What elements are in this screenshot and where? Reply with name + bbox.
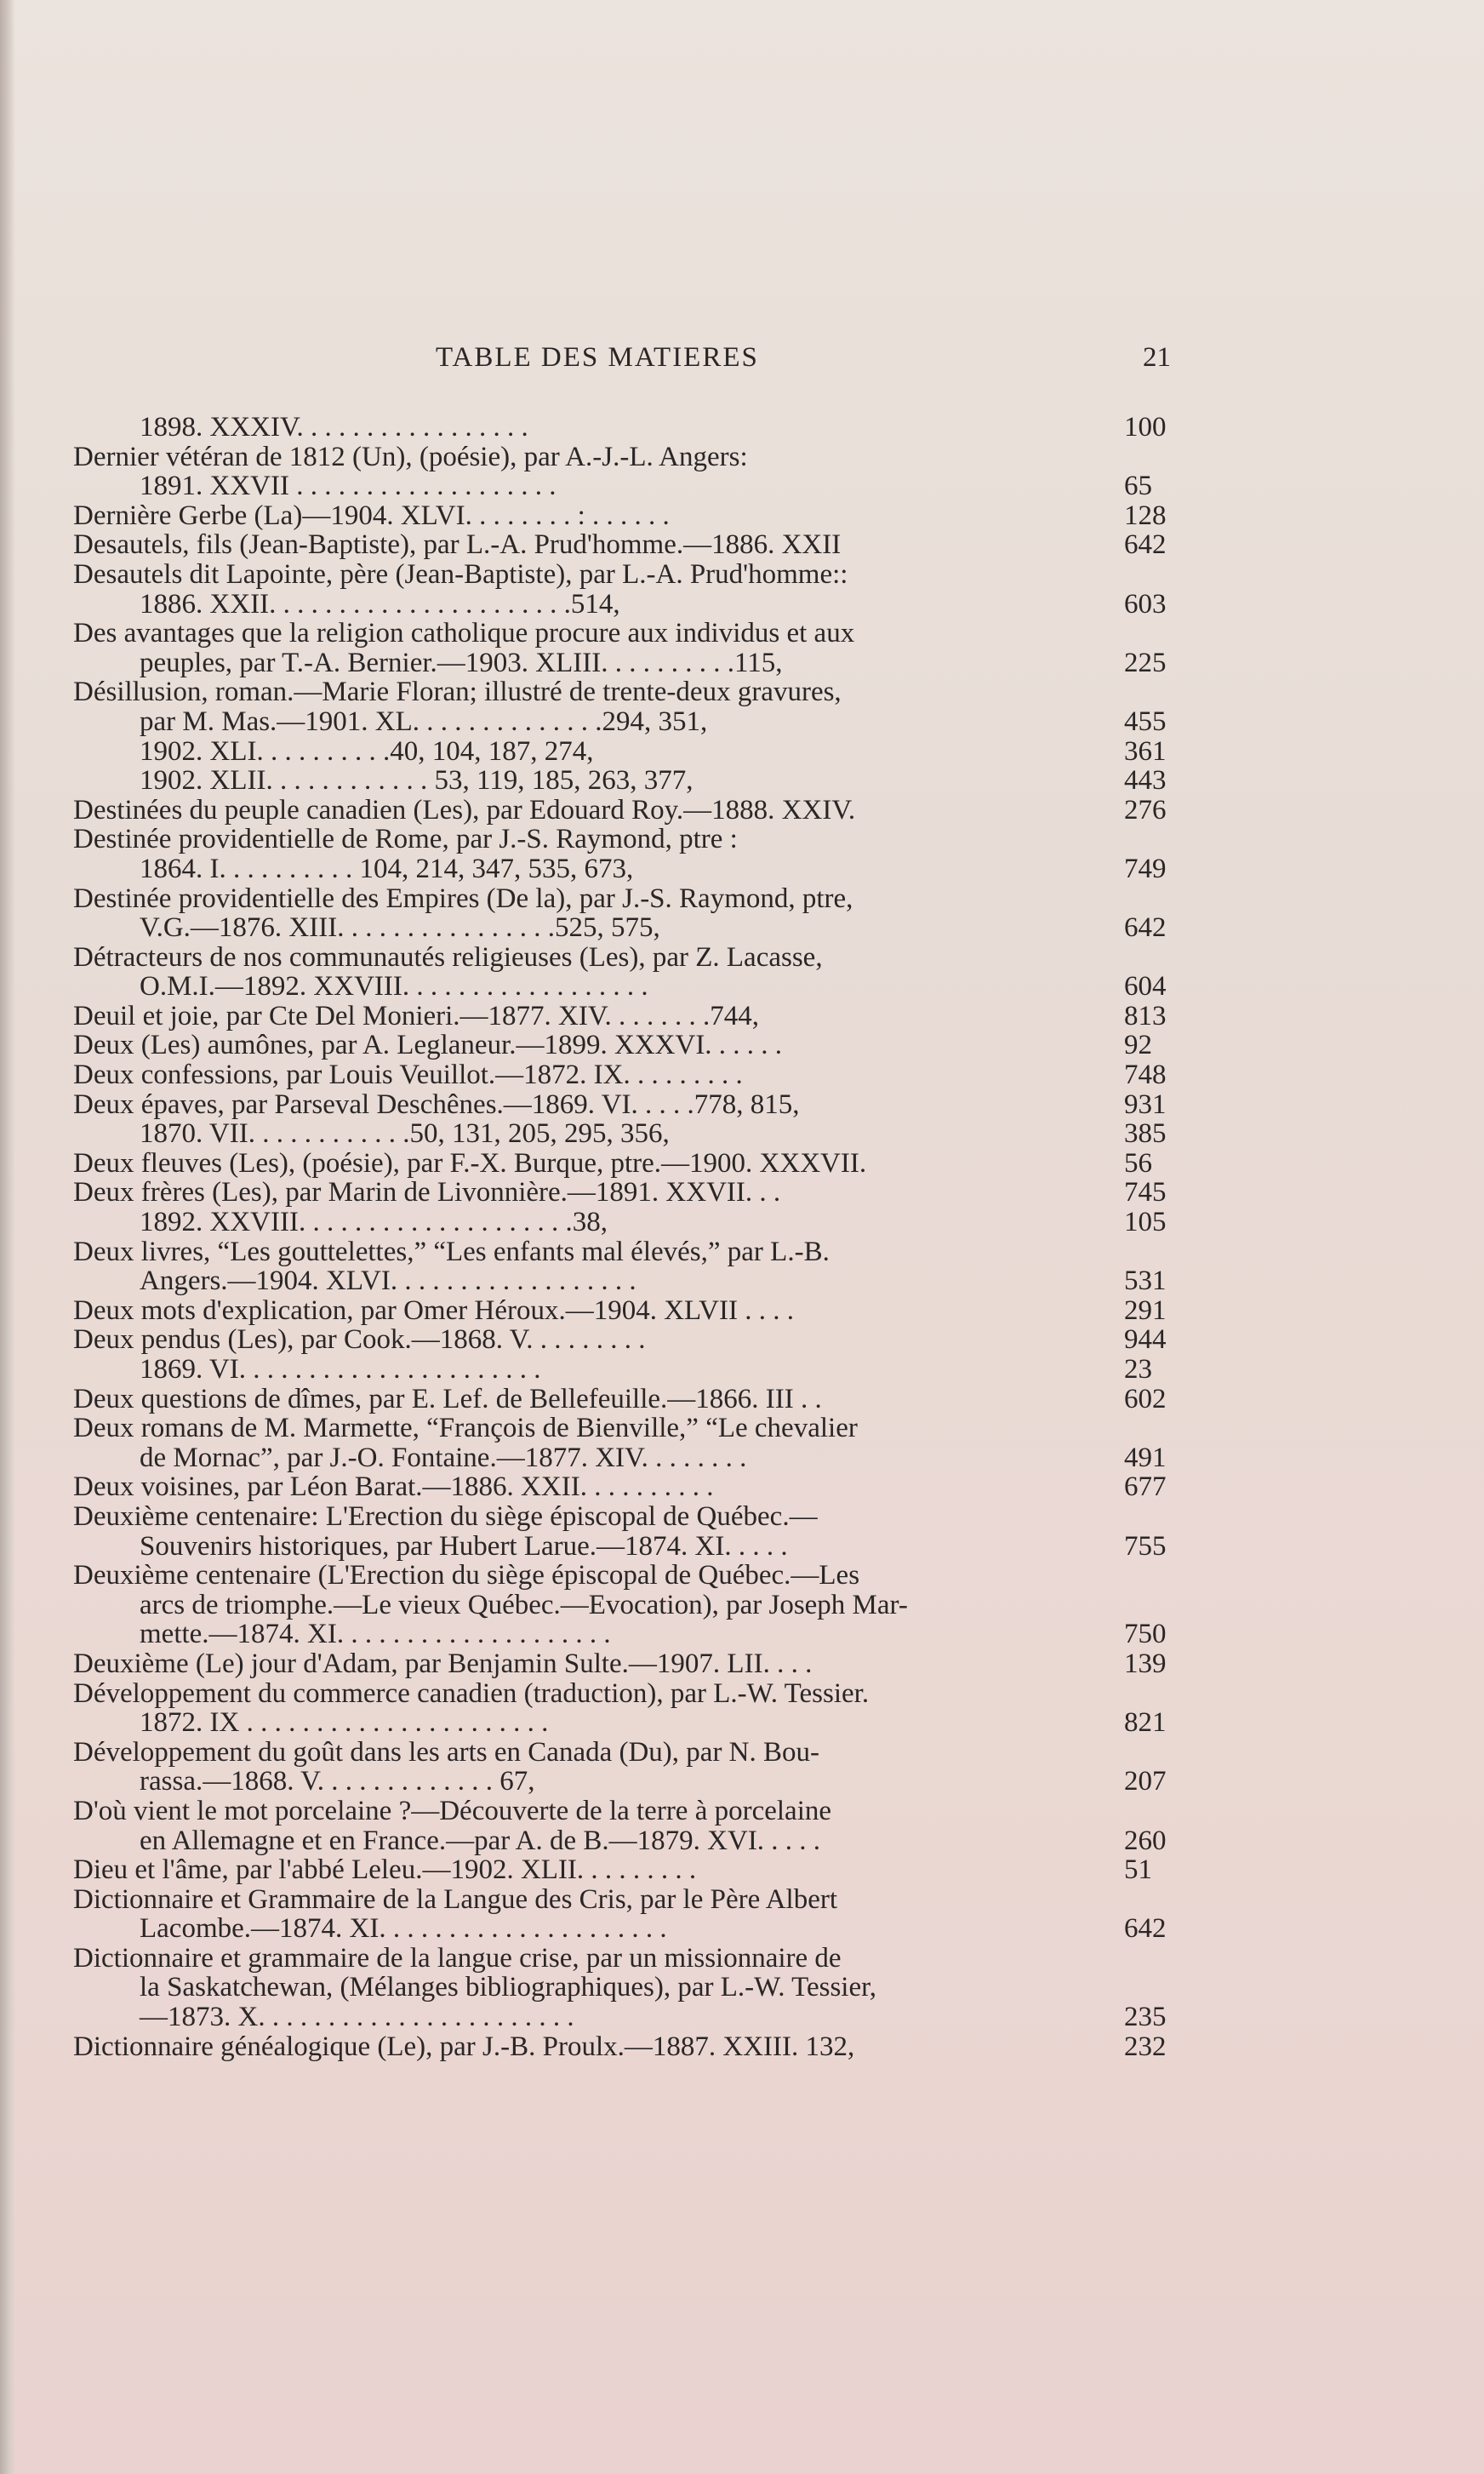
index-line [73, 1178, 1171, 1208]
index-page-ref: 455 [1124, 706, 1167, 737]
index-line [73, 1385, 1171, 1414]
index-entry-text: Desautels dit Lapointe, père (Jean-Baptiste), par L.-A. Prud'homme:: [73, 558, 848, 590]
index-entry-text: Destinée providentielle de Rome, par J.-S. Raymond, ptre : [73, 824, 738, 855]
index-entry-text: 1902. XLII. . . . . . . . . . . . 53, 119, 185, 263, 377, [140, 765, 693, 797]
running-title: TABLE DES MATIERES [436, 342, 759, 373]
index-page-ref: 745 [1124, 1177, 1167, 1208]
index-page-ref: 51 [1124, 1854, 1152, 1886]
index-line [73, 1355, 1171, 1385]
index-page-ref: 944 [1124, 1324, 1167, 1356]
index-line [73, 1414, 1171, 1443]
index-entry-text: Desautels, fils (Jean-Baptiste), par L.-A. Prud'homme.—1886. XXII [73, 529, 842, 561]
index-entry-text: V.G.—1876. XIII. . . . . . . . . . . . . . . .525, 575, [140, 912, 660, 944]
index-line [73, 443, 1171, 472]
index-entry-text: Dieu et l'âme, par l'abbé Leleu.—1902. XLII. . . . . . . . . [73, 1854, 697, 1886]
index-page-ref: 642 [1124, 912, 1167, 944]
index-entry-text: 1886. XXII. . . . . . . . . . . . . . . . . . . . . .514, [140, 588, 620, 620]
index-line [73, 796, 1171, 826]
index-line [73, 1944, 1171, 1974]
index-line [73, 413, 1171, 443]
index-line [73, 530, 1171, 560]
index-line [73, 619, 1171, 648]
index-entry-text: D'où vient le mot porcelaine ?—Découverte de la terre à porcelaine [73, 1795, 832, 1826]
index-entries [73, 413, 1171, 2061]
index-line [73, 501, 1171, 531]
index-page-ref: 604 [1124, 971, 1167, 1003]
index-line [73, 1973, 1171, 2003]
index-entry-text: 1891. XXVII . . . . . . . . . . . . . . . . . . . [140, 471, 556, 502]
index-line [73, 1472, 1171, 1502]
index-line [73, 1738, 1171, 1768]
index-line [73, 1296, 1171, 1326]
index-page-ref: 100 [1124, 412, 1167, 443]
index-line [73, 1914, 1171, 1944]
index-line [73, 825, 1171, 854]
index-line [73, 737, 1171, 767]
index-entry-text: Deux pendus (Les), par Cook.—1868. V. . . . . . . . . [73, 1324, 646, 1356]
index-page-ref: 642 [1124, 1913, 1167, 1945]
index-entry-text: la Saskatchewan, (Mélanges bibliographiques), par L.-W. Tessier, [140, 1972, 877, 2003]
index-line [73, 1620, 1171, 1649]
index-page-ref: 260 [1124, 1825, 1167, 1856]
index-line [73, 1208, 1171, 1237]
index-page-ref: 128 [1124, 500, 1167, 531]
index-page-ref: 65 [1124, 471, 1152, 502]
index-entry-text: peuples, par T.-A. Bernier.—1903. XLIII. . . . . . . . . .115, [140, 647, 783, 678]
index-line [73, 677, 1171, 707]
index-page-ref: 207 [1124, 1766, 1167, 1797]
index-line [73, 1855, 1171, 1885]
index-line [73, 1561, 1171, 1591]
index-entry-text: 1870. VII. . . . . . . . . . . .50, 131, 205, 295, 356, [140, 1118, 670, 1150]
index-line [73, 1826, 1171, 1856]
index-page-ref: 139 [1124, 1648, 1167, 1679]
index-page-ref: 105 [1124, 1207, 1167, 1238]
index-entry-text: 1898. XXXIV. . . . . . . . . . . . . . . . . [140, 412, 528, 443]
index-line [73, 1443, 1171, 1473]
index-entry-text: Deux livres, “Les gouttelettes,” “Les enfants mal élevés,” par L.-B. [73, 1236, 830, 1267]
index-entry-text: Deux confessions, par Louis Veuillot.—1872. IX. . . . . . . . . [73, 1060, 743, 1091]
index-entry-text: rassa.—1868. V. . . . . . . . . . . . . 67, [140, 1766, 535, 1797]
index-page-ref: 603 [1124, 588, 1167, 620]
index-line [73, 1266, 1171, 1296]
index-entry-text: Dictionnaire et Grammaire de la Langue des Cris, par le Père Albert [73, 1883, 837, 1915]
index-entry-text: Dernier vétéran de 1812 (Un), (poésie), par A.-J.-L. Angers: [73, 441, 748, 472]
index-entry-text: de Mornac”, par J.-O. Fontaine.—1877. XIV. . . . . . . . [140, 1442, 747, 1473]
index-page-ref: 677 [1124, 1471, 1167, 1503]
index-entry-text: Des avantages que la religion catholique procure aux individus et aux [73, 618, 855, 649]
index-entry-text: Détracteurs de nos communautés religieuses (Les), par Z. Lacasse, [73, 941, 823, 973]
index-page-ref: 531 [1124, 1266, 1167, 1297]
page-number: 21 [1143, 342, 1171, 373]
index-line [73, 913, 1171, 943]
index-page-ref: 749 [1124, 853, 1167, 884]
index-line [73, 1532, 1171, 1562]
index-page-ref: 361 [1124, 735, 1167, 767]
index-page-ref: 291 [1124, 1294, 1167, 1326]
index-line [73, 1649, 1171, 1679]
index-line [73, 1591, 1171, 1620]
index-entry-text: Développement du commerce canadien (traduction), par L.-W. Tessier. [73, 1677, 870, 1709]
index-entry-text: Deux questions de dîmes, par E. Lef. de Bellefeuille.—1866. III . . [73, 1383, 822, 1414]
index-entry-text: 1872. IX . . . . . . . . . . . . . . . . . . . . . . [140, 1707, 549, 1739]
index-page-ref: 813 [1124, 1000, 1167, 1031]
index-line [73, 1502, 1171, 1532]
index-entry-text: arcs de triomphe.—Le vieux Québec.—Evocation), par Joseph Mar- [140, 1589, 908, 1620]
index-page-ref: 232 [1124, 2031, 1167, 2062]
index-page-ref: 56 [1124, 1147, 1152, 1179]
index-page-ref: 931 [1124, 1088, 1167, 1120]
index-entry-text: Deux voisines, par Léon Barat.—1886. XXII. . . . . . . . . . [73, 1471, 714, 1503]
index-line [73, 1767, 1171, 1797]
index-entry-text: Dictionnaire et grammaire de la langue crise, par un missionnaire de [73, 1942, 842, 1974]
index-entry-text: Deux épaves, par Parseval Deschênes.—1869. VI. . . . .778, 815, [73, 1088, 800, 1120]
index-entry-text: Deuxième centenaire: L'Erection du siège épiscopal de Québec.— [73, 1500, 818, 1532]
index-page-ref: 23 [1124, 1354, 1152, 1385]
index-entry-text: 1892. XXVIII. . . . . . . . . . . . . . . . . . . .38, [140, 1207, 608, 1238]
index-line [73, 560, 1171, 590]
index-page-ref: 225 [1124, 647, 1167, 678]
index-entry-text: Lacombe.—1874. XI. . . . . . . . . . . . . . . . . . . . . [140, 1913, 667, 1945]
index-entry-text: Dernière Gerbe (La)—1904. XLVI. . . . . . . . : . . . . . . [73, 500, 670, 531]
index-entry-text: Deux fleuves (Les), (poésie), par F.-X. Burque, ptre.—1900. XXXVII. [73, 1147, 867, 1179]
index-line [73, 972, 1171, 1002]
index-page-ref: 602 [1124, 1383, 1167, 1414]
index-line [73, 707, 1171, 737]
index-line [73, 648, 1171, 678]
index-page-ref: 750 [1124, 1619, 1167, 1650]
index-entry-text: Deux (Les) aumônes, par A. Leglaneur.—1899. XXXVI. . . . . . [73, 1030, 783, 1061]
index-line [73, 2032, 1171, 2062]
index-line [73, 1090, 1171, 1120]
index-line [73, 1679, 1171, 1709]
index-line [73, 1885, 1171, 1915]
index-entry-text: —1873. X. . . . . . . . . . . . . . . . . . . . . . . [140, 2002, 574, 2033]
index-entry-text: Deuxième (Le) jour d'Adam, par Benjamin Sulte.—1907. LII. . . . [73, 1648, 813, 1679]
index-entry-text: Deux frères (Les), par Marin de Livonnière.—1891. XXVII. . . [73, 1177, 781, 1208]
index-entry-text: Désillusion, roman.—Marie Floran; illustré de trente-deux gravures, [73, 677, 842, 708]
index-page-ref: 235 [1124, 2002, 1167, 2033]
index-entry-text: par M. Mas.—1901. XL. . . . . . . . . . . . . .294, 351, [140, 706, 708, 737]
index-entry-text: Développement du goût dans les arts en Canada (Du), par N. Bou- [73, 1736, 820, 1768]
index-line [73, 1797, 1171, 1826]
index-entry-text: en Allemagne et en France.—par A. de B.—1879. XVI. . . . . [140, 1825, 821, 1856]
index-entry-text: O.M.I.—1892. XXVIII. . . . . . . . . . . . . . . . . . [140, 971, 648, 1003]
index-entry-text: 1869. VI. . . . . . . . . . . . . . . . . . . . . . [140, 1354, 541, 1385]
index-page-ref: 821 [1124, 1707, 1167, 1739]
index-line [73, 1031, 1171, 1060]
index-page-ref: 92 [1124, 1030, 1152, 1061]
index-entry-text: Destinée providentielle des Empires (De la), par J.-S. Raymond, ptre, [73, 883, 853, 914]
index-page-ref: 385 [1124, 1118, 1167, 1150]
index-line [73, 471, 1171, 501]
index-line [73, 590, 1171, 620]
index-line [73, 943, 1171, 973]
index-line [73, 884, 1171, 914]
index-line [73, 766, 1171, 796]
index-entry-text: 1902. XLI. . . . . . . . . .40, 104, 187, 274, [140, 735, 594, 767]
index-entry-text: mette.—1874. XI. . . . . . . . . . . . . . . . . . . . [140, 1619, 611, 1650]
index-entry-text: Deuil et joie, par Cte Del Monieri.—1877. XIV. . . . . . . .744, [73, 1000, 759, 1031]
index-entry-text: Dictionnaire généalogique (Le), par J.-B. Proulx.—1887. XXIII. 132, [73, 2031, 855, 2062]
index-line [73, 2003, 1171, 2032]
index-entry-text: Souvenirs historiques, par Hubert Larue.—1874. XI. . . . . [140, 1530, 788, 1562]
index-entry-text: Deux mots d'explication, par Omer Héroux.—1904. XLVII . . . . [73, 1294, 794, 1326]
index-line [73, 854, 1171, 884]
index-line [73, 1002, 1171, 1031]
index-page-ref: 276 [1124, 794, 1167, 826]
index-line [73, 1060, 1171, 1090]
index-line [73, 1119, 1171, 1149]
index-entry-text: Angers.—1904. XLVI. . . . . . . . . . . . . . . . . . [140, 1266, 636, 1297]
index-line [73, 1325, 1171, 1355]
index-entry-text: Deux romans de M. Marmette, “François de Bienville,” “Le chevalier [73, 1413, 858, 1444]
index-page-ref: 443 [1124, 765, 1167, 797]
index-page-ref: 748 [1124, 1060, 1167, 1091]
index-entry-text: Deuxième centenaire (L'Erection du siège épiscopal de Québec.—Les [73, 1560, 860, 1591]
index-entry-text: Destinées du peuple canadien (Les), par Edouard Roy.—1888. XXIV. [73, 794, 856, 826]
index-line [73, 1149, 1171, 1179]
index-page-ref: 642 [1124, 529, 1167, 561]
index-page-ref: 491 [1124, 1442, 1167, 1473]
index-line [73, 1237, 1171, 1267]
index-page-ref: 755 [1124, 1530, 1167, 1562]
page-header [73, 342, 1171, 385]
binding-gutter [0, 0, 15, 2474]
index-line [73, 1708, 1171, 1738]
index-entry-text: 1864. I. . . . . . . . . . 104, 214, 347, 535, 673, [140, 853, 634, 884]
